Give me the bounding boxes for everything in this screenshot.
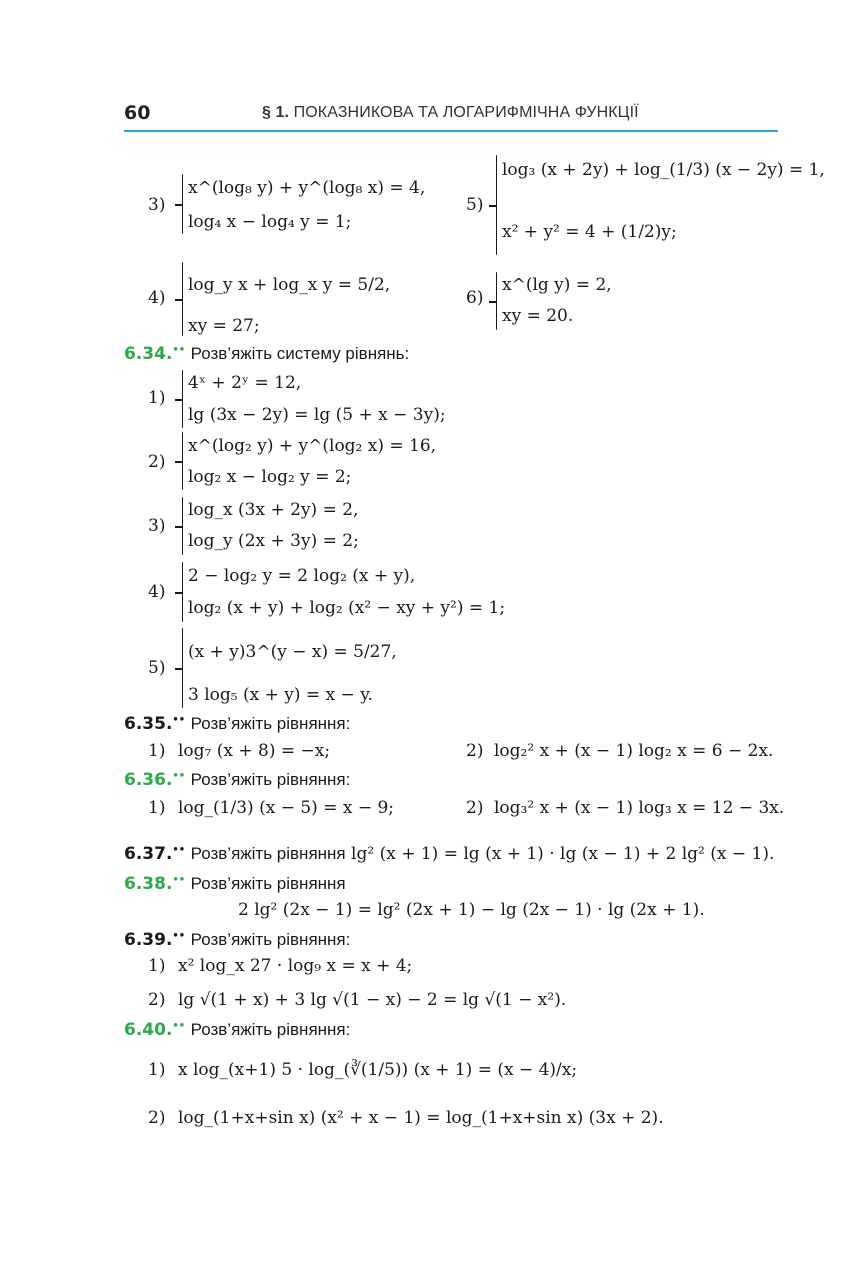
system-equation: log₂ (x + y) + log₂ (x² − xy + y²) = 1;	[188, 598, 506, 618]
system-equation: x² + y² = 4 + (1/2)y;	[502, 222, 677, 242]
equation: log_(1/3) (x − 5) = x − 9;	[178, 798, 395, 818]
exercise-number: 6.37.	[124, 844, 173, 864]
system-brace	[496, 272, 497, 330]
system-brace	[182, 497, 183, 555]
exercise-prompt: Розв’яжіть рівняння:	[190, 714, 351, 733]
equation: log_(1+x+sin x) (x² + x − 1) = log_(1+x+sin x) (3x + 2).	[178, 1108, 664, 1128]
difficulty-dots-icon: ••	[172, 344, 186, 356]
system-equation: x^(log₈ y) + y^(log₈ x) = 4,	[188, 178, 426, 198]
equation: lg √(1 + x) + 3 lg √(1 − x) − 2 = lg √(1 − x²).	[178, 990, 567, 1010]
system-label: 3)	[148, 195, 166, 215]
exercise-number: 6.39.	[124, 930, 173, 950]
system-brace	[182, 174, 183, 234]
exercise-prompt: Розв’яжіть рівняння:	[190, 930, 351, 949]
difficulty-dots-icon: ••	[172, 1020, 186, 1032]
system-equation: (x + y)3^(y − x) = 5/27,	[188, 642, 397, 662]
equation: 2 lg² (2x − 1) = lg² (2x + 1) − lg (2x − 1) · lg (2x + 1).	[238, 900, 705, 920]
equation: log₃² x + (x − 1) log₃ x = 12 − 3x.	[494, 798, 785, 818]
exercise-heading	[124, 844, 774, 864]
system-brace	[182, 370, 183, 428]
exercise-prompt: Розв’яжіть систему рівнянь:	[190, 344, 410, 363]
system-brace	[182, 262, 183, 336]
exercise-heading	[124, 930, 350, 950]
item-label: 2)	[148, 990, 166, 1010]
system-label: 4)	[148, 582, 166, 602]
system-equation: x^(log₂ y) + y^(log₂ x) = 16,	[188, 436, 437, 456]
exercise-number: 6.34.	[124, 344, 173, 364]
system-equation: lg (3x − 2y) = lg (5 + x − 3y);	[188, 405, 446, 425]
section-title-text: ПОКАЗНИКОВА ТА ЛОГАРИФМІЧНА ФУНКЦІЇ	[293, 104, 639, 121]
system-equation: log_y x + log_x y = 5/2,	[188, 275, 391, 295]
system-equation: x^(lg y) = 2,	[502, 275, 612, 295]
equation: log₇ (x + 8) = −x;	[178, 741, 331, 761]
system-brace	[182, 432, 183, 490]
equation: x log_(x+1) 5 · log_(∛(1/5)) (x + 1) = (x − 4)/x;	[178, 1060, 578, 1080]
difficulty-dots-icon: ••	[172, 714, 186, 726]
system-label: 5)	[148, 658, 166, 678]
system-equation: log₃ (x + 2y) + log_(1/3) (x − 2y) = 1,	[502, 160, 825, 180]
system-equation: log₂ x − log₂ y = 2;	[188, 467, 352, 487]
system-brace	[496, 155, 497, 255]
exercise-number: 6.35.	[124, 714, 173, 734]
page-header	[124, 100, 778, 132]
system-label: 6)	[466, 288, 484, 308]
section-mark: § 1.	[262, 104, 290, 121]
system-label: 5)	[466, 195, 484, 215]
equation: lg² (x + 1) = lg (x + 1) · lg (x − 1) + 2 lg² (x − 1).	[351, 844, 775, 864]
system-label: 3)	[148, 516, 166, 536]
item-label: 1)	[148, 741, 166, 761]
system-equation: log₄ x − log₄ y = 1;	[188, 212, 352, 232]
exercise-prompt: Розв’яжіть рівняння:	[190, 770, 351, 789]
difficulty-dots-icon: ••	[172, 844, 186, 856]
item-label: 1)	[148, 798, 166, 818]
system-equation: 3 log₅ (x + y) = x − y.	[188, 685, 373, 705]
system-equation: xy = 20.	[502, 306, 574, 326]
system-equation: xy = 27;	[188, 316, 260, 336]
item-label: 2)	[148, 1108, 166, 1128]
system-equation: 2 − log₂ y = 2 log₂ (x + y),	[188, 566, 416, 586]
system-label: 2)	[148, 452, 166, 472]
exercise-heading	[124, 714, 350, 734]
difficulty-dots-icon: ••	[172, 874, 186, 886]
difficulty-dots-icon: ••	[172, 770, 186, 782]
item-label: 1)	[148, 1060, 166, 1080]
exercise-number: 6.38.	[124, 874, 173, 894]
system-brace	[182, 628, 183, 708]
system-equation: log_x (3x + 2y) = 2,	[188, 500, 359, 520]
exercise-number: 6.36.	[124, 770, 173, 790]
system-equation: 4ˣ + 2ʸ = 12,	[188, 373, 302, 393]
exercise-heading	[124, 770, 350, 790]
system-label: 1)	[148, 388, 166, 408]
item-label: 1)	[148, 956, 166, 976]
exercise-number: 6.40.	[124, 1020, 173, 1040]
exercise-prompt: Розв’яжіть рівняння:	[190, 1020, 351, 1039]
equation: x² log_x 27 · log₉ x = x + 4;	[178, 956, 413, 976]
item-label: 2)	[466, 798, 484, 818]
equation: log₂² x + (x − 1) log₂ x = 6 − 2x.	[494, 741, 774, 761]
system-brace	[182, 562, 183, 622]
section-title	[262, 104, 639, 122]
system-equation: log_y (2x + 3y) = 2;	[188, 531, 359, 551]
exercise-heading	[124, 344, 409, 364]
system-label: 4)	[148, 288, 166, 308]
exercise-prompt: Розв’яжіть рівняння	[190, 874, 346, 893]
page-number: 60	[124, 102, 151, 124]
item-label: 2)	[466, 741, 484, 761]
exercise-prompt: Розв’яжіть рівняння	[190, 844, 346, 863]
exercise-heading	[124, 874, 346, 894]
exercise-heading	[124, 1020, 350, 1040]
difficulty-dots-icon: ••	[172, 930, 186, 942]
